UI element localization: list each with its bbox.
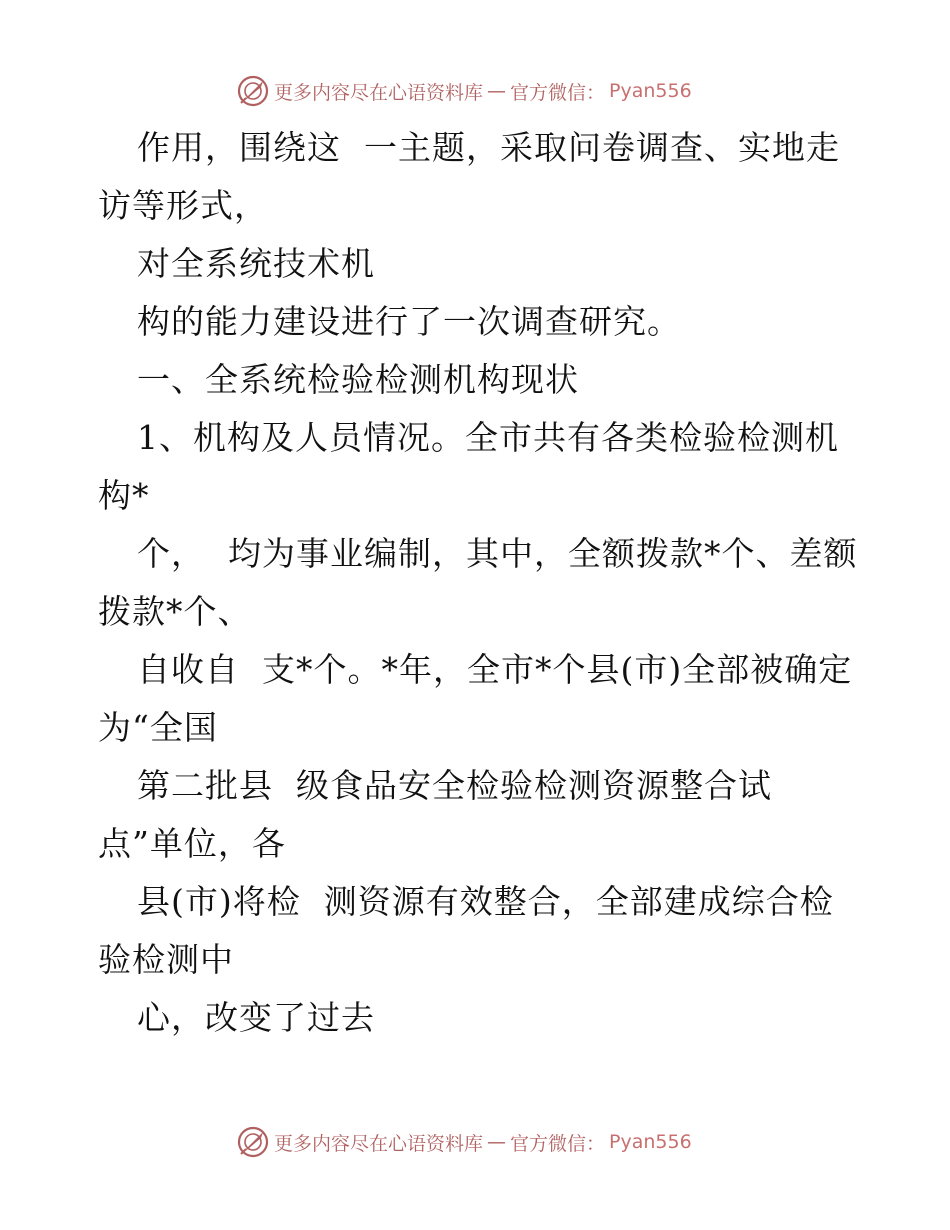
- body-line: 访等形式，: [98, 186, 268, 225]
- footer-watermark: [236, 1125, 692, 1159]
- body-line: 点”单位，各: [98, 824, 286, 863]
- body-line: 构*: [98, 476, 150, 515]
- watermark-wechat-id: Pyan556: [609, 80, 692, 102]
- body-line: 个， 均为事业编制，其中，全额拨款*个、差额: [137, 534, 858, 573]
- body-line: 第二批县 级食品安全检验检测资源整合试: [137, 766, 772, 805]
- watermark-text: 更多内容尽在心语资料库: [274, 81, 484, 104]
- feather-pen-logo-icon: [236, 74, 270, 108]
- body-line: 心，改变了过去: [137, 998, 375, 1037]
- body-line: 对全系统技术机: [137, 244, 375, 283]
- body-line: 县(市)将检 测资源有效整合，全部建成综合检: [137, 882, 834, 921]
- watermark-wechat-label: 官方微信：: [510, 1132, 606, 1155]
- body-line: 自收自 支*个。*年，全市*个县(市)全部被确定: [137, 650, 853, 689]
- body-line: 验检测中: [98, 940, 234, 979]
- watermark-wechat-id: Pyan556: [609, 1131, 692, 1153]
- watermark-separator: —: [487, 80, 507, 102]
- feather-pen-logo-icon: [236, 1125, 270, 1159]
- section-heading: 一、全系统检验检测机构现状: [137, 360, 579, 399]
- body-line: 作用，围绕这 一主题，采取问卷调查、实地走: [137, 128, 840, 167]
- watermark-wechat-label: 官方微信：: [510, 81, 606, 104]
- body-line: 1、机构及人员情况。全市共有各类检验检测机: [137, 418, 839, 457]
- watermark-text: 更多内容尽在心语资料库: [274, 1132, 484, 1155]
- header-watermark: [236, 74, 692, 108]
- body-line: 构的能力建设进行了一次调查研究。: [137, 302, 681, 341]
- watermark-separator: —: [487, 1131, 507, 1153]
- body-line: 为“全国: [98, 708, 218, 747]
- body-line: 拨款*个、: [98, 592, 252, 631]
